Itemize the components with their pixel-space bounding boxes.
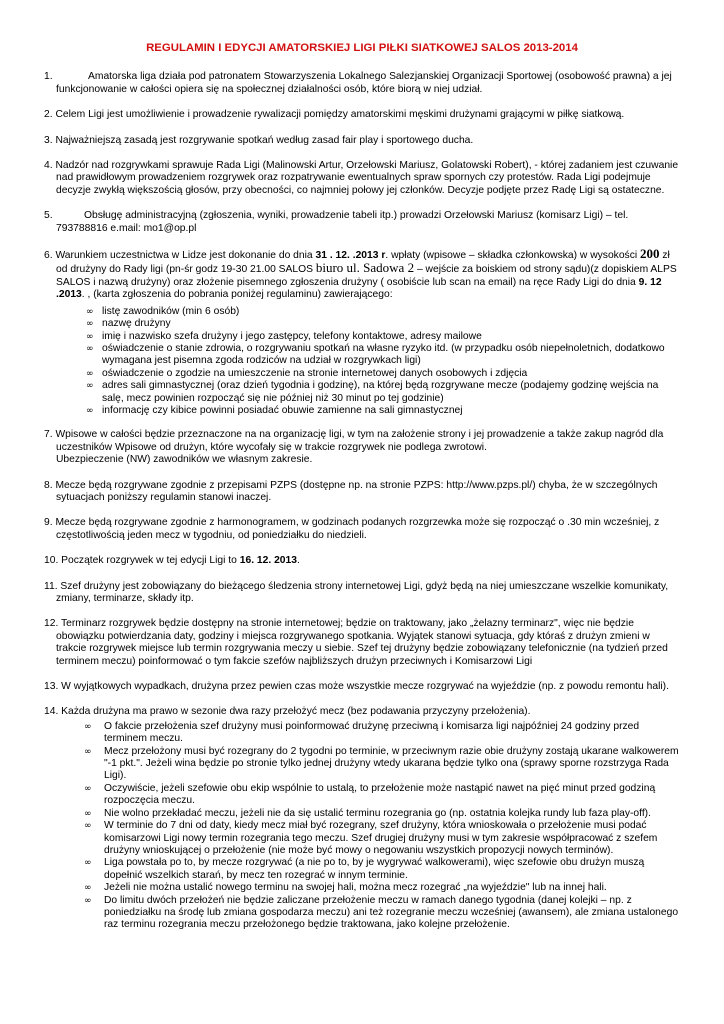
list-item: ∞ adres sali gimnastycznej (oraz dzień tygodnia i godzinę), na której będą rozgrywane mecze (podajemy godzinę wejścia na salę, mecz powinien rozpocząć się nie później niż 30 minut po tej godzinie) — [86, 380, 680, 405]
season-start-date: 16. 12. 2013 — [239, 555, 297, 567]
paragraph-11: 11. Szef drużyny jest zobowiązany do bieżącego śledzenia strony internetowej Ligi, gdyż będą na niej umieszczane wszelkie komunikaty, zmiany, terminarze, składy itp. — [44, 580, 669, 604]
paragraph-4: 4. Nadzór nad rozgrywkami sprawuje Rada Ligi (Malinowski Artur, Orzełowski Mariusz, Golatowski Robert), - której zadaniem jest czuwanie nad prawidłowym prowadzeniem rozgrywek oraz rozpatrywanie ewentualnych spraw spornych czy protestów. Rada Ligi podejmuje decyzje zwykłą większością głosów, przy obecności, co najmniej połowy jej członków. Decyzje podjęte przez Radę Ligi są ostateczne. — [44, 160, 679, 196]
paragraph-13: 13. W wyjątkowych wypadkach, drużyna przez pewien czas może wszystkie mecze rozgrywać na wyjeździe (np. z powodu remontu hali). — [44, 681, 669, 693]
list-item: ∞ listę zawodników (min 6 osób) — [86, 306, 680, 318]
paragraph-14: 14. Każda drużyna ma prawo w sezonie dwa razy przełożyć mecz (bez podawania przyczyny przełożenia). — [44, 706, 531, 718]
paragraph-8: 8. Mecze będą rozgrywane zgodnie z przepisami PZPS (dostępne np. na stronie PZPS: http://www.pzps.pl/) chyba, że w szczególnych sytuacjach poniższy regulamin stanowi inaczej. — [44, 479, 658, 503]
list-item: ∞ Liga powstała po to, by mecze rozgrywać (a nie po to, by je wygrywać walkowerami), więc szefowie obu drużyn muszą dopełnić wszelkich starań, by mecz ten rozegrać w innym terminie. — [84, 857, 680, 882]
text-segment: 6. Warunkiem uczestnictwa w Lidze jest dokonanie do dnia — [44, 250, 316, 262]
text-segment: . — [297, 555, 300, 567]
list-item: ∞ Jeżeli nie można ustalić nowego terminu na swojej hali, można mecz rozegrać „na wyjeździe" lub na innej hali. — [84, 882, 680, 894]
paragraph-1 — [44, 71, 680, 96]
list-item: ∞ Nie wolno przekładać meczu, jeżeli nie da się ustalić terminu rozegrania go (np. ostatnia kolejka rundy lub faza play-off). — [84, 808, 680, 820]
paragraph-3: 3. Najważniejszą zasadą jest rozgrywanie spotkań według zasad fair play i sportowego ducha. — [44, 134, 474, 146]
payment-deadline: 31 . 12. .2013 r — [315, 250, 386, 262]
paragraph-text: Amatorska liga działa pod patronatem Stowarzyszenia Lokalnego Salezjanskiej Organizacji Sportowej (osobowość prawna) a jej funkcjonowanie w całości opiera się na społecznej działalności osób, które biorą w niej udział. — [56, 71, 672, 95]
paragraph-number: 5. — [44, 210, 53, 222]
paragraph-6 — [44, 248, 680, 302]
fee-amount: 200 — [640, 246, 660, 262]
list-item: ∞ oświadczenie o zgodzie na umieszczenie na stronie internetowej danych osobowych i zdjęcia — [86, 368, 680, 380]
paragraph-text: Obsługę administracyjną (zgłoszenia, wyniki, prowadzenie tabeli itp.) prowadzi Orzełowski Mariusz (komisarz Ligi) – tel. 793788816 e.mail: mo1@op.pl — [56, 210, 629, 234]
text-segment: zł od drużyny do Rady ligi (pn-śr godz 19-30 21.00 SALOS — [56, 250, 670, 276]
text-segment: 10. Początek rozgrywek w tej edycji Ligi to — [44, 555, 240, 567]
text-segment: . wpłaty (wpisowe – składka członkowska) w wysokości — [385, 250, 641, 262]
paragraph-5 — [44, 210, 680, 235]
list-item: ∞ Oczywiście, jeżeli szefowie obu ekip wspólnie to ustalą, to przełożenie może nastąpić nawet na pięć minut przed godziną rozpoczęcia meczu. — [84, 783, 680, 808]
paragraph-9: 9. Mecze będą rozgrywane zgodnie z harmonogramem, w godzinach podanych rozgrzewka może się rozpocząć o .30 min wcześniej, z częstotliwością jeden mecz w tygodniu, od poniedziałku do niedzieli. — [44, 517, 660, 541]
list-item: ∞ oświadczenie o stanie zdrowia, o rozgrywaniu spotkań na własne ryzyko itd. (w przypadku osób niepełnoletnich, dodatkowo wymagana jest pisemna zgoda rodziców na udział w rozgrywkach ligi) — [86, 343, 680, 368]
list-item: ∞ nazwę drużyny — [86, 318, 680, 330]
list-item: ∞ Do limitu dwóch przełożeń nie będzie zaliczane przełożenie meczu w ramach danego tygodnia (danej kolejki – np. z poniedziałku na środę lub zmiana gospodarza meczu) ani też rozegranie meczu wcześniej (awansem), ale zmiana ustalonego raz terminu rozegrania meczu przełożonego będzie traktowana, jako kolejne przełożenie. — [84, 895, 680, 932]
text-segment: . , (karta zgłoszenia do pobrania poniżej regulaminu) zawierającego: — [81, 289, 393, 301]
list-item: ∞ imię i nazwisko szefa drużyny i jego zastępcy, telefony kontaktowe, adresy mailowe — [86, 331, 680, 343]
paragraph-12: 12. Terminarz rozgrywek będzie dostępny na stronie internetowej; będzie on traktowany, jako „żelazny terminarz", więc nie będzie obowiązku potwierdzania daty, godziny i miejsca rozgrywanego spotkania. Wyjątek stanowi sytuacja, gdy któraś z drużyn zmieni w trakcie rozgrywek miejsce lub termin rozgrywania meczy u siebie. Szef tej drużyny będzie zobowiązany telefonicznie (na tydzień przed terminem meczu) poinformować o tym fakcie szefów najbliższych drużyn przeciwnych i Komisarzowi Ligi — [44, 618, 668, 667]
registration-requirements-list — [44, 306, 680, 418]
office-address: biuro ul. Sadowa 2 — [315, 260, 415, 276]
paragraph-10 — [44, 555, 680, 567]
paragraph-number: 1. — [44, 71, 53, 83]
paragraph-7-insurance: Ubezpieczenie (NW) zawodników we własnym zakresie. — [56, 454, 313, 466]
document-title: REGULAMIN I EDYCJI AMATORSKIEJ LIGI PIŁKI SIATKOWEJ SALOS 2013-2014 — [146, 42, 578, 54]
text-segment: – wejście za boiskiem od strony sądu)(z dopiskiem ALPS SALOS i nazwą drużyny) oraz złożenie pisemnego zgłoszenia drużyny ( osobiście lub scan na email) na ręce Rady Ligi do dnia — [56, 264, 677, 288]
list-item: ∞ W terminie do 7 dni od daty, kiedy mecz miał być rozegrany, szef drużyny, która wnioskowała o przełożenie musi podać komisarzowi Ligi nowy termin rozegrania tego meczu. Szef drugiej drużyny musi w tym zakresie współpracować z szefem drużyny wnioskującej o przełożenie (nie może być mowy o negowaniu wszystkich propozycji nowych terminów). — [84, 820, 680, 857]
list-item: ∞ O fakcie przełożenia szef drużyny musi poinformować drużynę przeciwną i komisarza ligi najpóźniej 24 godziny przed terminem meczu. — [84, 721, 680, 746]
paragraph-2: 2. Celem Ligi jest umożliwienie i prowadzenie rywalizacji pomiędzy amatorskimi męskimi drużynami grającymi w piłkę siatkową. — [44, 109, 625, 121]
registration-deadline: 9. 12 .2013 — [56, 276, 662, 301]
list-item: ∞ Mecz przełożony musi być rozegrany do 2 tygodni po terminie, w przeciwnym razie obie drużyny zostają ukarane walkowerem "-1 pkt.". Jeżeli wina będzie po stronie tylko jednej drużyny wtedy ukarana będzie tylko ona (sprawy sporne rozstrzyga Rada Ligi). — [84, 746, 680, 783]
paragraph-7: 7. Wpisowe w całości będzie przeznaczone na na organizację ligi, w tym na założenie strony i jej prowadzenie a także zakup nagród dla uczestników Wpisowe od drużyn, które wycofały się w trakcie rozgrywek nie podlega zwrotowi. — [44, 429, 664, 453]
list-item: ∞ informację czy kibice powinni posiadać obuwie zamienne na sali gimnastycznej — [86, 405, 680, 417]
postponement-rules-list — [44, 721, 680, 932]
